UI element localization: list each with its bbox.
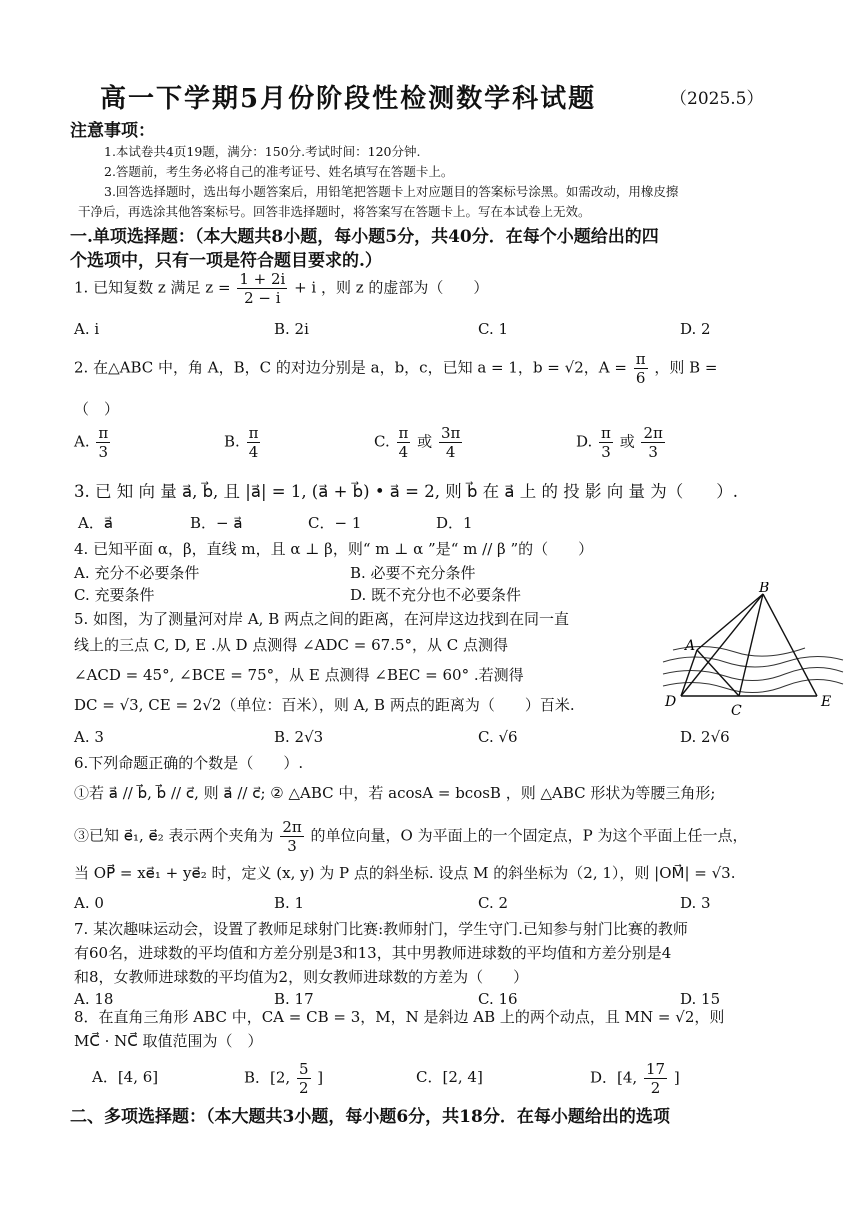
- q2-c2-den: 4: [445, 443, 456, 461]
- q6-statement-1-2: ①若 a⃗ // b⃗, b⃗ // c⃗, 则 a⃗ // c⃗; ② △ABC 中，若 acosA = bcosB ，则 △ABC 形状为等腰三角形;: [74, 784, 716, 802]
- q1-option-c: C. 1: [478, 320, 509, 338]
- question-4: 4. 已知平面 α，β，直线 m，且 α ⊥ β，则“ m ⊥ α ”是“ m // β ”的（ ）: [74, 540, 594, 558]
- q1-option-b: B. 2i: [274, 320, 309, 338]
- q2-c1-num: π: [398, 424, 409, 442]
- q2-paren: （ ）: [74, 400, 120, 418]
- q8-b-num: 5: [298, 1060, 309, 1078]
- q2-option-a: [74, 424, 112, 461]
- question-2: [74, 350, 717, 387]
- question-8: 8．在直角三角形 ABC 中，CA = CB = 3，M，N 是斜边 AB 上的两个动点，且 MN = √2，则: [74, 1008, 725, 1026]
- q3-option-a: A．a⃗: [78, 514, 114, 532]
- q2-d2-den: 3: [648, 443, 658, 461]
- section2-heading: 二、多项选择题：（本大题共3小题，每小题6分，共18分．在每小题给出的选项: [70, 1107, 670, 1127]
- q2-c-frac1: [397, 424, 411, 461]
- q5-river-figure: [655, 582, 845, 722]
- q8-b-post: ]: [317, 1068, 324, 1087]
- q7-option-a: A. 18: [74, 990, 114, 1008]
- q4-option-a: A. 充分不必要条件: [74, 564, 200, 582]
- point-label-b: B: [759, 582, 770, 596]
- q2-option-b-label: B.: [224, 432, 240, 451]
- q8-option-b: [244, 1060, 323, 1097]
- exam-date: （2025.5）: [670, 89, 764, 109]
- q6-statement-3-cont: 当 OP⃗ = xe⃗₁ + ye⃗₂ 时，定义 (x, y) 为 P 点的斜坐标. 设点 M 的斜坐标为（2, 1），则 |OM⃗| = √3.: [74, 864, 736, 882]
- point-label-d: D: [665, 694, 677, 710]
- question-1: [74, 270, 488, 307]
- q6-option-a: A. 0: [74, 894, 104, 912]
- q2-c-frac2: [439, 424, 462, 461]
- question-7-line2: 有60名，进球数的平均值和方差分别是3和13，其中男教师进球数的平均值和方差分别是4: [74, 944, 672, 962]
- q2-c1-den: 4: [398, 443, 409, 461]
- q6-option-b: B. 1: [274, 894, 305, 912]
- q8-b-pre: B．[2,: [244, 1068, 291, 1087]
- q1-numerator: 1 + 2i: [239, 270, 286, 288]
- q2-c2-num: 3π: [440, 424, 461, 442]
- q2-d2-num: 2π: [643, 424, 663, 442]
- q2-option-d: [576, 424, 667, 461]
- question-7-line3: 和8，女教师进球数的平均值为2，则女教师进球数的方差为（ ）: [74, 968, 529, 986]
- q8-option-d: [590, 1060, 680, 1097]
- q2-option-b: [224, 424, 262, 461]
- q7-option-d: D. 15: [680, 990, 721, 1008]
- q2-text-a: 2. 在△ABC 中，角 A，B，C 的对边分别是 a，b，c，已知 a = 1，b = √2，A =: [74, 358, 627, 377]
- q4-option-b: B. 必要不充分条件: [350, 564, 476, 582]
- q2-d1-num: π: [601, 424, 611, 442]
- q6-s3-frac: [280, 818, 303, 855]
- q8-b-frac: [297, 1060, 311, 1097]
- q4-option-d: D. 既不充分也不必要条件: [350, 586, 522, 604]
- q2-d-frac1: [599, 424, 613, 461]
- point-label-e: E: [821, 694, 832, 710]
- q3-option-b: B．− a⃗: [190, 514, 243, 532]
- q8-d-post: ]: [673, 1068, 680, 1087]
- q2-d-or: 或: [619, 432, 635, 451]
- question-5-line4: DC = √3, CE = 2√2（单位：百米），则 A, B 两点的距离为（ ）百米.: [74, 696, 575, 714]
- notice-item-3-cont: 干净后，再选涂其他答案标号。回答非选择题时，将答案写在答题卡上。写在本试卷上无效。: [78, 204, 591, 219]
- q8-d-num: 17: [645, 1060, 666, 1078]
- q6-s3-den: 3: [287, 837, 297, 855]
- q8-option-a: A．[4, 6]: [92, 1068, 159, 1086]
- q2-b-den: 4: [248, 443, 259, 461]
- question-6: 6.下列命题正确的个数是（ ）.: [74, 754, 304, 772]
- notice-item-3: 3.回答选择题时，选出每小题答案后，用铅笔把答题卡上对应题目的答案标号涂黑。如需改动，用橡皮擦: [104, 184, 679, 199]
- q7-option-c: C. 16: [478, 990, 518, 1008]
- question-3: 3. 已 知 向 量 a⃗, b⃗, 且 |a⃗| = 1, (a⃗ + b⃗) • a⃗ = 2, 则 b⃗ 在 a⃗ 上 的 投 影 向 量 为（ ）.: [74, 482, 738, 501]
- q7-option-b: B. 17: [274, 990, 314, 1008]
- section1-heading-line2: 个选项中，只有一项是符合题目要求的.）: [70, 251, 382, 271]
- q2-b-num: π: [248, 424, 259, 442]
- question-5-line3: ∠ACD = 45°, ∠BCE = 75°，从 E 点测得 ∠BEC = 60° .若测得: [74, 666, 524, 684]
- q2-option-a-label: A.: [74, 432, 90, 451]
- q2-option-c: [374, 424, 464, 461]
- q2-text-b: ，则 B =: [654, 358, 718, 377]
- q6-option-d: D. 3: [680, 894, 711, 912]
- q6-s3-text-a: ③已知 e⃗₁, e⃗₂ 表示两个夹角为: [74, 826, 274, 845]
- question-7-line1: 7. 某次趣味运动会，设置了教师足球射门比赛:教师射门，学生守门.已知参与射门比赛的教师: [74, 920, 688, 938]
- q2-pi: π: [635, 350, 646, 368]
- q2-a-num: π: [98, 424, 109, 442]
- q2-fraction: [634, 350, 648, 387]
- section1-heading-line1: 一.单项选择题：（本大题共8小题，每小题5分，共40分．在每个小题给出的四: [70, 227, 659, 247]
- question-5-line2: 线上的三点 C, D, E .从 D 点测得 ∠ADC = 67.5°，从 C 点测得: [74, 636, 509, 654]
- q2-six: 6: [635, 369, 646, 387]
- q2-option-a-frac: [96, 424, 110, 461]
- notice-heading: 注意事项：: [70, 121, 155, 141]
- q2-option-c-label: C.: [374, 432, 390, 451]
- q2-d-frac2: [641, 424, 664, 461]
- q2-c-or: 或: [417, 432, 433, 451]
- q5-option-a: A. 3: [74, 728, 104, 746]
- q1-option-d: D. 2: [680, 320, 711, 338]
- q3-option-c: C．− 1: [308, 514, 362, 532]
- notice-item-1: 1.本试卷共4页19题，满分：150分.考试时间：120分钟.: [104, 144, 421, 159]
- q1-pre: 1. 已知复数 z 满足 z =: [74, 278, 231, 297]
- q8-expression: MC⃗ · NC⃗ 取值范围为（ ）: [74, 1032, 263, 1050]
- point-label-a: A: [685, 638, 696, 654]
- point-label-c: C: [731, 703, 742, 719]
- q6-statement-3: [74, 818, 747, 855]
- page-title: 高一下学期5月份阶段性检测数学科试题: [100, 84, 597, 114]
- q8-d-frac: [644, 1060, 667, 1097]
- q8-d-den: 2: [650, 1079, 661, 1097]
- question-5-line1: 5. 如图，为了测量河对岸 A, B 两点之间的距离，在河岸这边找到在同一直: [74, 610, 570, 628]
- q2-option-b-frac: [247, 424, 261, 461]
- notice-item-2: 2.答题前，考生务必将自己的准考证号、姓名填写在答题卡上。: [104, 164, 454, 179]
- q2-option-d-label: D.: [576, 432, 593, 451]
- q1-post: + i ，则 z 的虚部为（ ）: [294, 278, 489, 297]
- q1-fraction: [237, 270, 287, 307]
- q6-option-c: C. 2: [478, 894, 509, 912]
- q8-d-pre: D．[4,: [590, 1068, 638, 1087]
- q1-denominator: 2 − i: [244, 289, 281, 307]
- q5-option-d: D. 2√6: [680, 728, 730, 746]
- q8-b-den: 2: [298, 1079, 309, 1097]
- q6-s3-text-b: 的单位向量，O 为平面上的一个固定点，P 为这个平面上任一点，: [310, 826, 748, 845]
- q1-option-a: A. i: [74, 320, 100, 338]
- q5-option-c: C. √6: [478, 728, 518, 746]
- q8-option-c: C．[2, 4]: [416, 1068, 483, 1086]
- q3-option-d: D．1: [436, 514, 473, 532]
- q4-option-c: C. 充要条件: [74, 586, 155, 604]
- q2-a-den: 3: [98, 443, 109, 461]
- q2-d1-den: 3: [601, 443, 611, 461]
- q6-s3-num: 2π: [282, 818, 302, 836]
- q5-option-b: B. 2√3: [274, 728, 324, 746]
